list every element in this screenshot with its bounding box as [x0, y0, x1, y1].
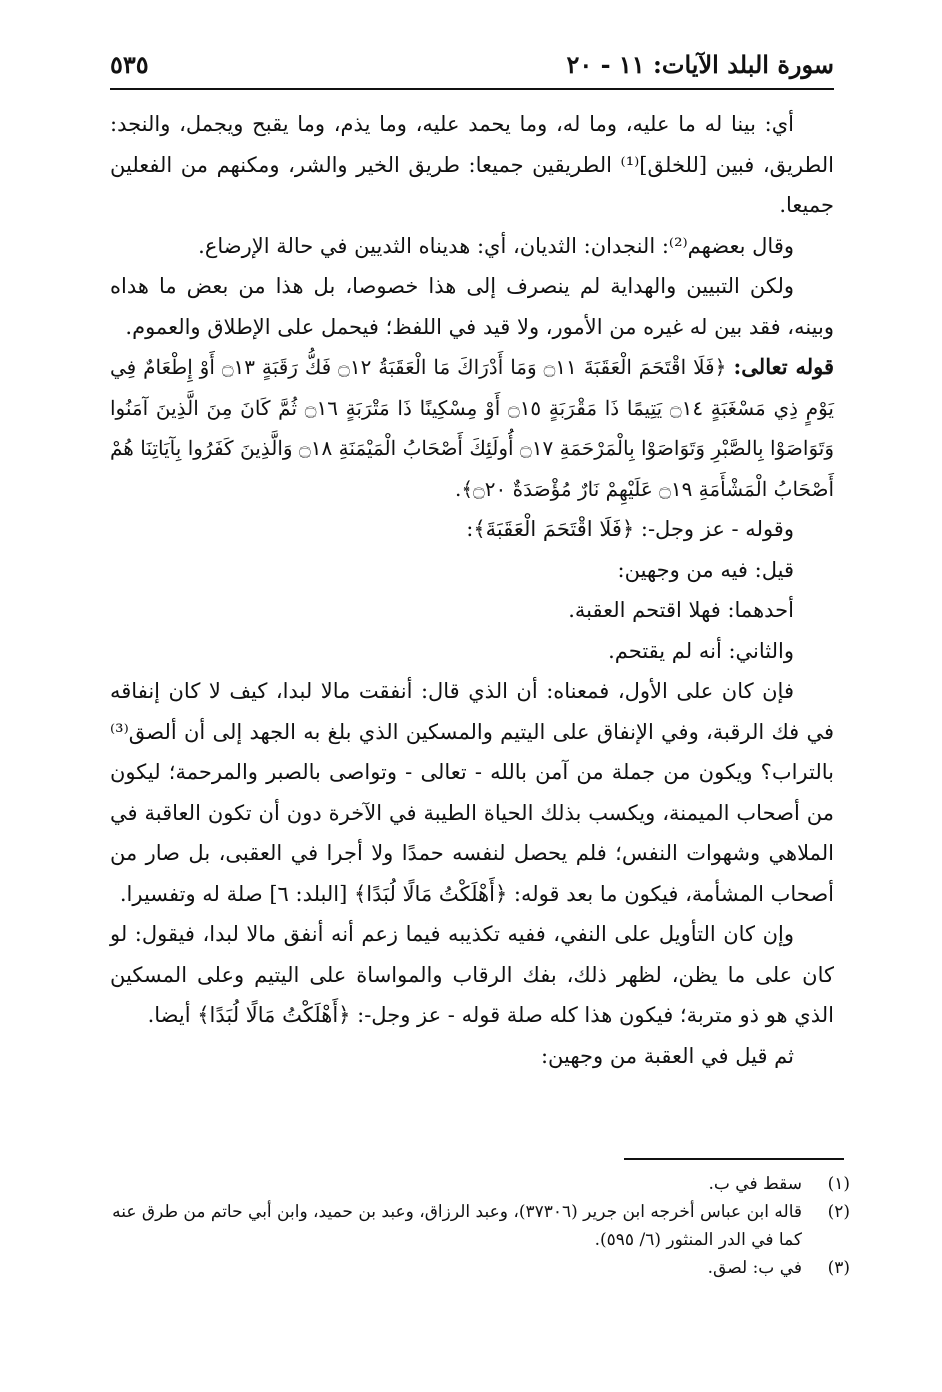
footnote-text: سقط في ب. [708, 1174, 802, 1194]
paragraph-1: أي: بينا له ما عليه، وما له، وما يحمد عليه، وما يذم، وما يقبح ويجمل، والنجد: الطريق، فبين [للخلق]⁽¹⁾ الطريقين جميعا: طريق الخير والشر، ومكنهم من الفعلين جميعا. [110, 112, 835, 217]
paragraph-5: قيل: فيه من وجهين: [617, 557, 794, 582]
paragraph-6: أحدهما: فهلا اقتحم العقبة. [568, 598, 794, 622]
footnote-separator [624, 1158, 844, 1160]
running-title: سورة البلد الآيات: ١١ - ٢٠ [566, 50, 834, 79]
paragraph-2: وقال بعضهم⁽²⁾: النجدان: الثديان، أي: هديناه الثديين في حالة الإرضاع. [198, 233, 794, 258]
footnotes [110, 1170, 850, 1282]
verse-label: قوله تعالى: [733, 354, 834, 379]
paragraph-8: فإن كان على الأول، فمعناه: أن الذي قال: أنفقت مالا لبدا، كيف لا كان إنفاقه في فك الرقبة، وفي الإنفاق على اليتيم والمسكين الذي بلغ به الجهد إلى أن ألصق⁽³⁾ بالتراب؟ ويكون من جملة من آمن بالله - تعالى - وتواصى بالصبر والمرحمة؛ ليكون من أصحاب الميمنة، ويكسب بذلك الحياة الطيبة في الآخرة دون أن تكون العاقبة في الملاهي وشهوات النفس؛ فلم يحصل لنفسه حمدًا ولا أجرا في العقبى، بل صار من أصحاب المشأمة، فيكون ما بعد قوله: ﴿أَهْلَكْتُ مَالًا لُبَدًا﴾ [البلد: ٦] صلة له وتفسيرا. [110, 679, 834, 906]
page-header [110, 44, 834, 90]
verse-block [110, 347, 834, 509]
footnote-number: (٣) [827, 1258, 850, 1278]
main-text [110, 104, 834, 1076]
footnote-number: (١) [827, 1174, 850, 1194]
footnote-text: قاله ابن عباس أخرجه ابن جرير (٣٧٣٠٦)، وعبد الرزاق، وعبد بن حميد، وابن أبي حاتم من طرق عنه كما في الدر المنثور (٦/ ٥٩٥). [112, 1202, 802, 1250]
footnote-3 [110, 1254, 850, 1282]
page-number: ٥٣٥ [110, 50, 149, 79]
paragraph-9: وإن كان التأويل على النفي، ففيه تكذيبه فيما زعم أنه أنفق مالا لبدا، فيقول: لو كان على ما يظن، لظهر ذلك، بفك الرقاب والمواساة على اليتيم وعلى المسكين الذي هو ذو متربة؛ فيكون هذا كله صلة قوله - عز وجل-: ﴿أَهْلَكْتُ مَالًا لُبَدًا﴾ أيضا. [110, 922, 834, 1027]
paragraph-7: والثاني: أنه لم يقتحم. [608, 638, 794, 663]
verse-text: ﴿فَلَا اقْتَحَمَ الْعَقَبَةَ ۝١١ وَمَا أَدْرَاكَ مَا الْعَقَبَةُ ۝١٢ فَكُّ رَقَبَةٍ ۝١٣ أَوْ إِطْعَامٌ فِي يَوْمٍ ذِي مَسْغَبَةٍ ۝١٤ يَتِيمًا ذَا مَقْرَبَةٍ ۝١٥ أَوْ مِسْكِينًا ذَا مَتْرَبَةٍ ۝١٦ ثُمَّ كَانَ مِنَ الَّذِينَ آمَنُوا وَتَوَاصَوْا بِالصَّبْرِ وَتَوَاصَوْا بِالْمَرْحَمَةِ ۝١٧ أُولَئِكَ أَصْحَابُ الْمَيْمَنَةِ ۝١٨ وَالَّذِينَ كَفَرُوا بِآيَاتِنَا هُمْ أَصْحَابُ الْمَشْأَمَةِ ۝١٩ عَلَيْهِمْ نَارٌ مُؤْصَدَةٌ ۝٢٠﴾. [110, 355, 834, 501]
footnote-number: (٢) [827, 1202, 850, 1222]
footnote-2 [110, 1198, 850, 1254]
paragraph-4: وقوله - عز وجل-: ﴿فَلَا اقْتَحَمَ الْعَقَبَةَ﴾: [466, 517, 794, 541]
footnote-1 [110, 1170, 850, 1198]
paragraph-10: ثم قيل في العقبة من وجهين: [540, 1043, 794, 1068]
paragraph-3: ولكن التبيين والهداية لم ينصرف إلى هذا خصوصا، بل هذا من بعض ما هداه وبينه، فقد بين له غيره من الأمور، ولا قيد في اللفظ؛ فيحمل على الإطلاق والعموم. [110, 274, 834, 339]
footnote-text: في ب: لصق. [707, 1258, 802, 1278]
